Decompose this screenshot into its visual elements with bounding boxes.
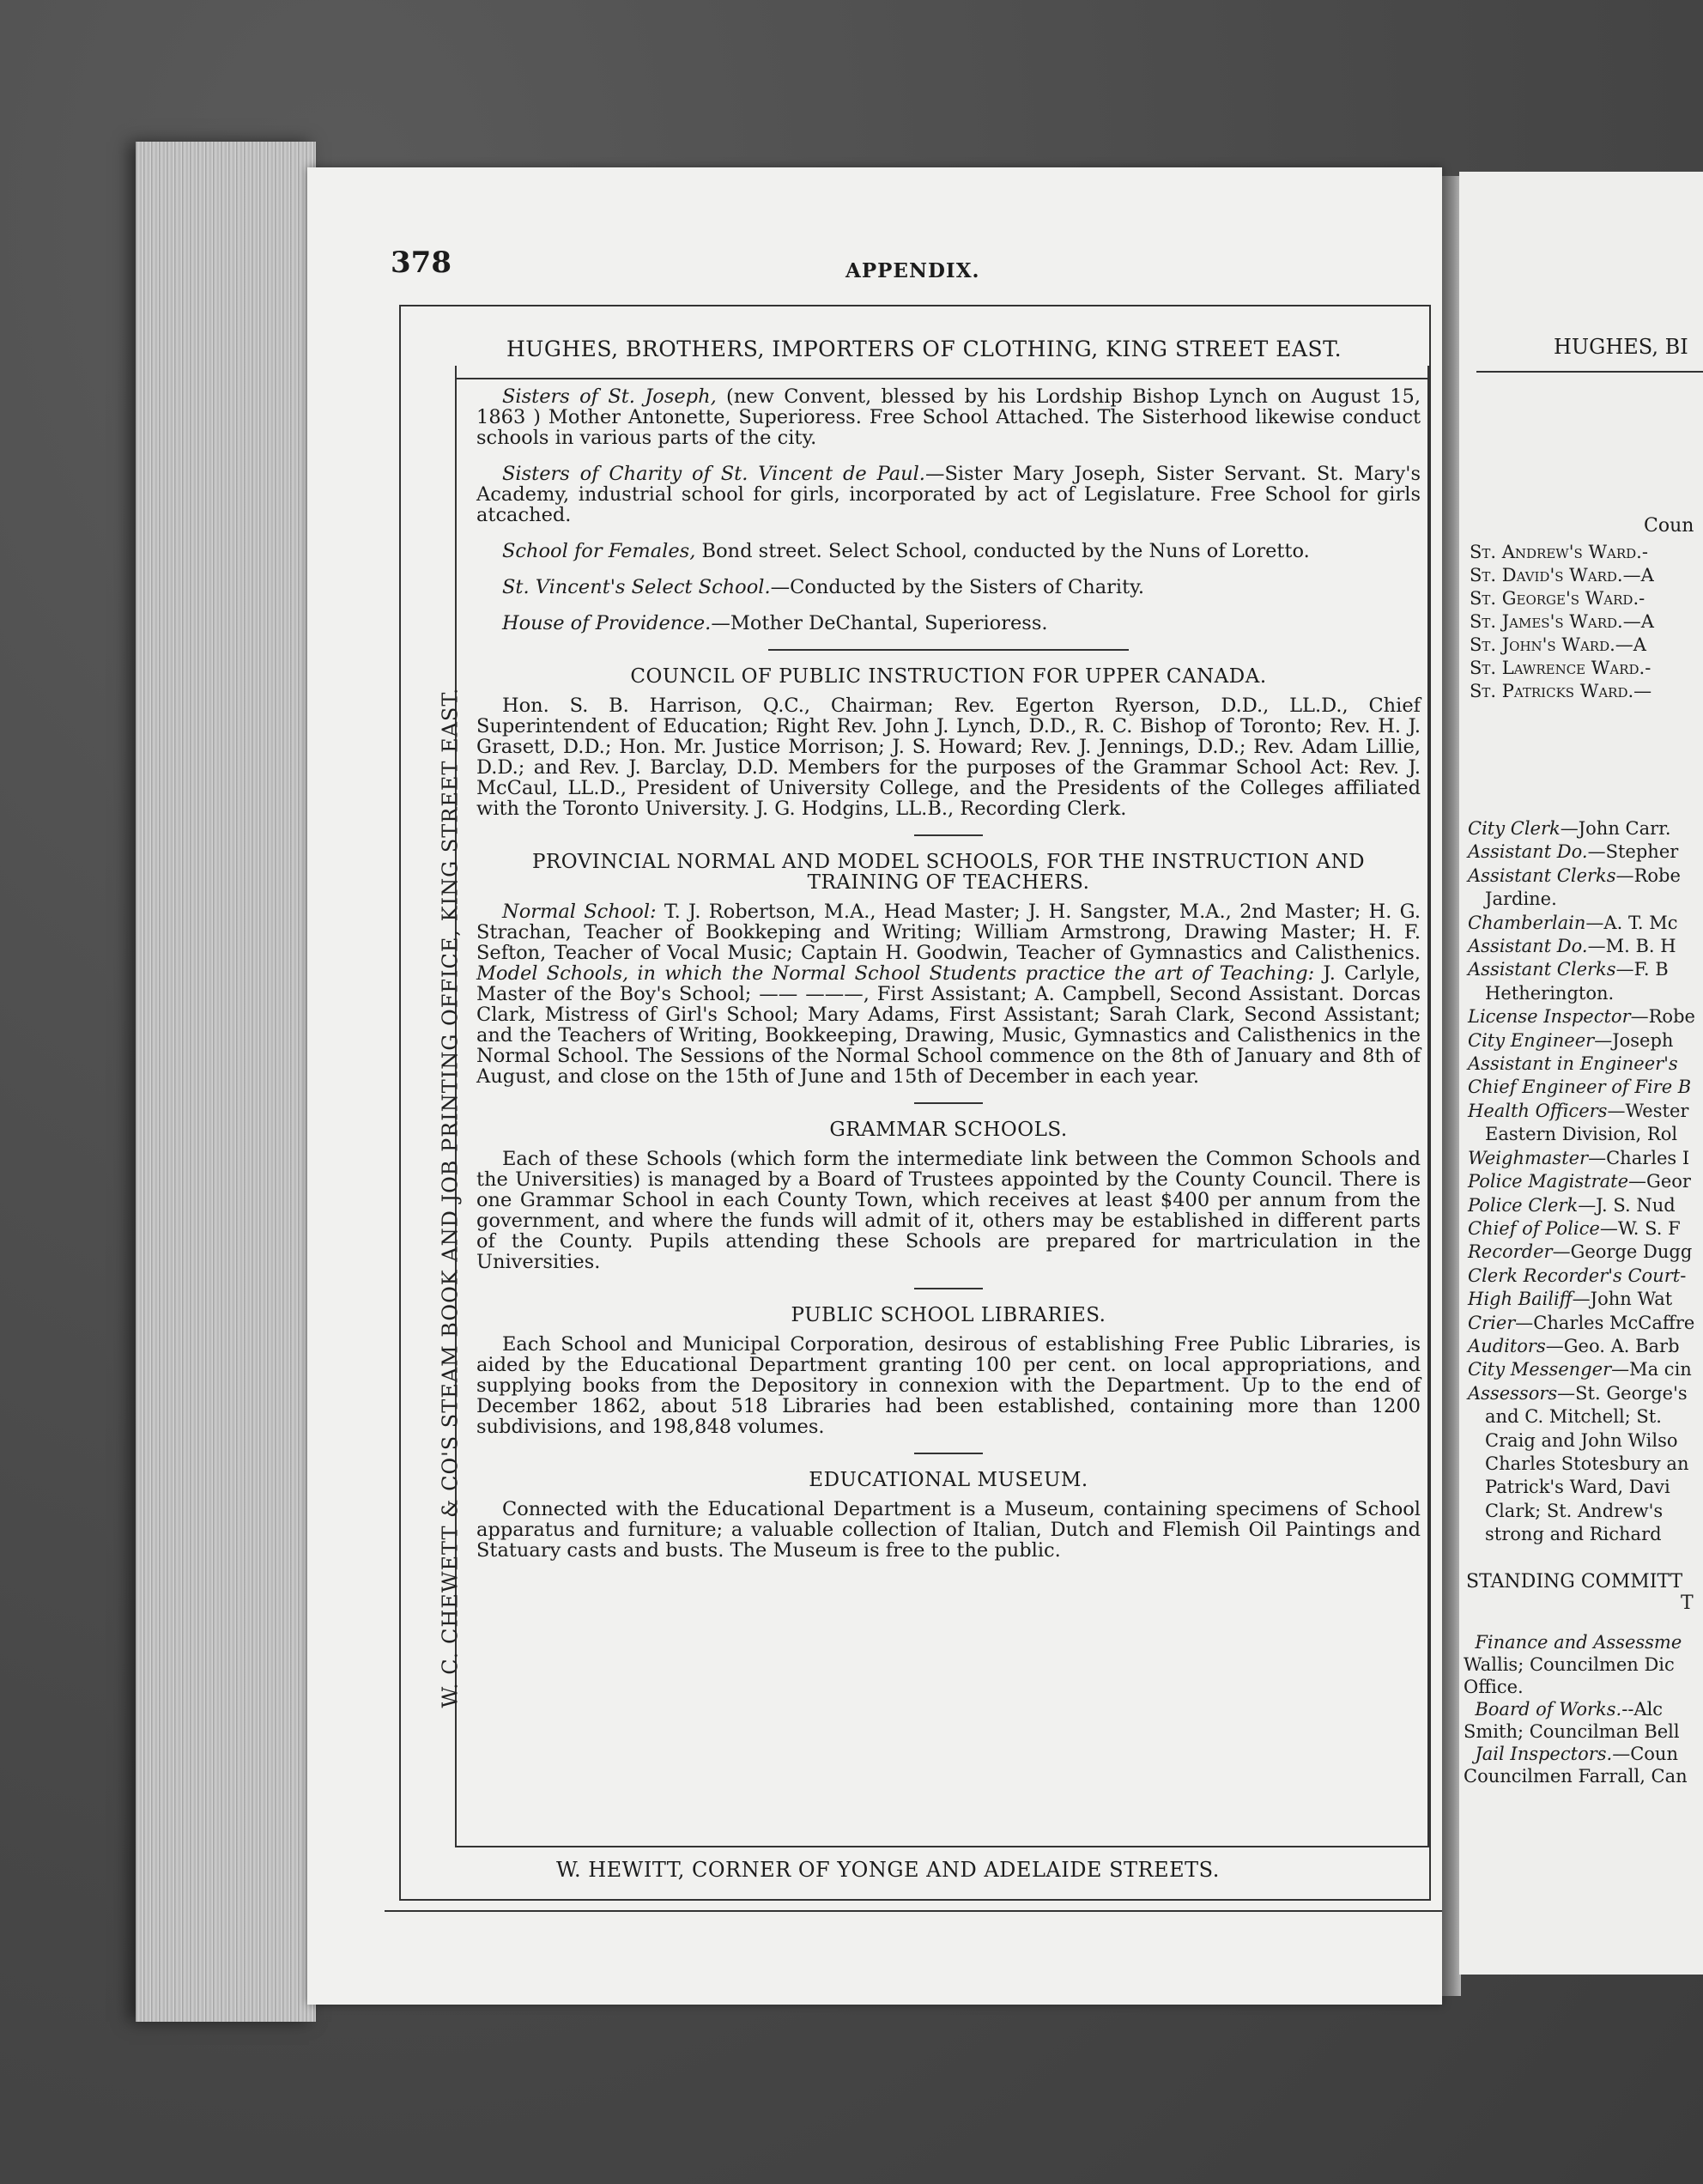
- officer-line: Assistant Clerks—F. B: [1468, 959, 1669, 980]
- ward-item: St. George's Ward.-: [1470, 588, 1645, 609]
- normal-schools-heading: PROVINCIAL NORMAL AND MODEL SCHOOLS, FOR THE INSTRUCTION AND TRAINING OF TEACHERS.: [531, 851, 1366, 894]
- museum-text: Connected with the Educational Department is a Museum, containing specimens of School apparatus and furniture; a valuable collection of Italian, Dutch and Flemish Oil Paintings and Statuary casts and busts. The Museum is free to the public.: [476, 1498, 1421, 1562]
- officer-line: Clerk Recorder's Court-: [1468, 1265, 1687, 1286]
- ward-item: St. Andrew's Ward.-: [1470, 542, 1648, 562]
- ward-item: St. David's Ward.—A: [1470, 565, 1654, 585]
- officer-line: City Clerk—John Carr.: [1468, 818, 1671, 839]
- page-number: 378: [391, 246, 452, 280]
- officer-line: Health Officers—Wester: [1468, 1100, 1689, 1121]
- side-advertisement: [433, 549, 467, 1846]
- officer-line: Auditors—Geo. A. Barb: [1468, 1335, 1680, 1356]
- museum-heading: EDUCATIONAL MUSEUM.: [809, 1469, 1088, 1491]
- officer-line: City Engineer—Joseph: [1468, 1029, 1674, 1051]
- bottom-advertisement: W. HEWITT, CORNER OF YONGE AND ADELAIDE STREETS.: [556, 1858, 1220, 1882]
- officer-line: Craig and John Wilso: [1468, 1429, 1678, 1451]
- officer-line: Crier—Charles McCaffre: [1468, 1312, 1695, 1333]
- officer-line: Clark; St. Andrew's: [1468, 1500, 1664, 1521]
- grammar-schools-heading: GRAMMAR SCHOOLS.: [829, 1119, 1068, 1141]
- libraries-heading: PUBLIC SCHOOL LIBRARIES.: [791, 1304, 1106, 1326]
- ward-item: St. James's Ward.—A: [1470, 611, 1654, 632]
- section-divider: [914, 1102, 983, 1104]
- side-advertisement-text: W. C. CHEWETT & CO'S STEAM BOOK AND JOB PRINTING OFFICE, KING STREET EAST.: [438, 687, 463, 1708]
- officer-line: Smith; Councilman Bell: [1464, 1721, 1680, 1742]
- officer-line: Assistant in Engineer's: [1468, 1053, 1678, 1075]
- section-divider: [914, 1453, 983, 1454]
- officer-line: Jail Inspectors.—Coun: [1464, 1744, 1678, 1764]
- officer-line: Finance and Assessme: [1464, 1632, 1682, 1653]
- officer-line: Assistant Do.—Stepher: [1468, 841, 1679, 863]
- ward-item: St. Lawrence Ward.-: [1470, 658, 1651, 678]
- officer-line: High Bailiff—John Wat: [1468, 1289, 1673, 1310]
- officer-line: Office.: [1464, 1677, 1524, 1697]
- officer-line: Hetherington.: [1468, 982, 1615, 1004]
- entry-sisters-of-charity: Sisters of Charity of St. Vincent de Paul.—Sister Mary Joseph, Sister Servant. St. Mary's Academy, industrial school for girls, incorporated by act of Legislature. Free School for girls atcached.: [476, 463, 1421, 526]
- officer-line: Assistant Clerks—Robe: [1468, 864, 1681, 886]
- right-page-heading: Coun: [1644, 515, 1694, 537]
- ward-list: [1470, 541, 1654, 703]
- right-page-advertisement: HUGHES, BI: [1554, 335, 1688, 359]
- section-divider: [768, 649, 1129, 651]
- officer-list: [1468, 817, 1695, 1547]
- council-text: Hon. S. B. Harrison, Q.C., Chairman; Rev. Egerton Ryerson, D.D., LL.D., Chief Superintendent of Education; Right Rev. John J. Lynch, D.D., R. C. Bishop of Toronto; Rev. H. J. Grasett, D.D.; Hon. Mr. Justice Morrison; J. S. Howard; Rev. J. Jennings, D.D.; Rev. Adam Lillie, D.D.; and Rev. J. Barclay, D.D. Members for the purposes of the Grammar School Act: Rev. J. McCaul, LL.D., President of University College, and the Presidents of the Colleges affiliated with the Toronto University. J. G. Hodgins, LL.B., Recording Clerk.: [476, 695, 1421, 820]
- officer-line: Recorder—George Dugg: [1468, 1241, 1693, 1263]
- section-divider: [914, 834, 983, 836]
- libraries-text: Each School and Municipal Corporation, desirous of establishing Free Public Libraries, is aided by the Educational Department granting 100 per cent. on local appropriations, and supplying books from the Depository in connexion with the Department. Up to the end of December 1862, about 518 Libraries had been established, containing more than 1200 subdivisions, and 198,848 volumes.: [476, 1333, 1421, 1438]
- officer-line: Councilmen Farrall, Can: [1464, 1766, 1688, 1787]
- officer-line: Chief of Police—W. S. F: [1468, 1217, 1681, 1239]
- officer-line: Patrick's Ward, Davi: [1468, 1477, 1670, 1498]
- main-content: [476, 386, 1421, 1568]
- officer-line: License Inspector—Robe: [1468, 1006, 1695, 1028]
- entry-school-for-females: School for Females, Bond street. Select School, conducted by the Nuns of Loretto.: [502, 540, 1310, 562]
- officer-line: Chief Engineer of Fire B: [1468, 1077, 1692, 1098]
- officer-line: Charles Stotesbury an: [1468, 1453, 1689, 1474]
- running-head: APPENDIX.: [845, 259, 980, 282]
- officer-line: Weighmaster—Charles I: [1468, 1147, 1690, 1168]
- ward-item: St. Patricks Ward.—: [1470, 681, 1652, 701]
- officer-line: and C. Mitchell; St.: [1468, 1406, 1662, 1428]
- officer-line: Jardine.: [1468, 889, 1557, 910]
- officer-line: Police Magistrate—Geor: [1468, 1171, 1691, 1192]
- officer-line: Eastern Division, Rol: [1468, 1124, 1678, 1145]
- bottom-rule: [385, 1910, 1442, 1912]
- book-page-edges: [136, 142, 316, 2022]
- council-heading: COUNCIL OF PUBLIC INSTRUCTION FOR UPPER CANADA.: [630, 665, 1267, 688]
- book-gutter: [1442, 176, 1461, 1996]
- entry-house-of-providence: House of Providence.—Mother DeChantal, Superioress.: [502, 612, 1048, 634]
- officer-line: City Messenger—Ma cin: [1468, 1359, 1692, 1380]
- committee-list: [1464, 1631, 1688, 1787]
- normal-schools-text: Normal School: T. J. Robertson, M.A., Head Master; J. H. Sangster, M.A., 2nd Master; H. G. Strachan, Teacher of Bookkeping and Writing; William Armstrong, Drawing Master; H. F. Sefton, Teacher of Vocal Music; Captain H. Goodwin, Teacher of Gymnastics and Calisthenics. Model Schools, in which the Normal School Students practice the art of Teaching: J. Carlyle, Master of the Boy's School; —— ———, First Assistant; A. Campbell, Second Assistant. Dorcas Clark, Mistress of Girl's School; Mary Adams, First Assistant; Sarah Clark, Second Assistant; and the Teachers of Writing, Bookkeeping, Drawing, Music, Gymnastics and Calisthenics in the Normal School. The Sessions of the Normal School commence on the 8th of January and 8th of August, and close on the 15th of June and 15th of December in each year.: [476, 901, 1421, 1088]
- officer-line: Chamberlain—A. T. Mc: [1468, 912, 1678, 933]
- entry-sisters-st-joseph: Sisters of St. Joseph, (new Convent, blessed by his Lordship Bishop Lynch on August 15, 1863 ) Mother Antonette, Superioress. Free School Attached. The Sisterhood likewise conduct schools in various parts of the city.: [476, 385, 1421, 449]
- officer-line: Assistant Do.—M. B. H: [1468, 936, 1676, 957]
- top-advertisement: HUGHES, BROTHERS, IMPORTERS OF CLOTHING, KING STREET EAST.: [506, 337, 1342, 361]
- officer-line: Wallis; Councilmen Dic: [1464, 1654, 1675, 1675]
- grammar-schools-text: Each of these Schools (which form the intermediate link between the Common Schools and the Universities) is managed by a Board of Trustees appointed by the County Council. There is one Grammar School in each County Town, which receives at least $400 per annum from the government, and where the funds will admit of it, others may be established in different parts of the County. Pupils attending these Schools are prepared for martriculation in the Universities.: [476, 1148, 1421, 1273]
- officer-line: strong and Richard: [1468, 1524, 1662, 1545]
- officer-line: Assessors—St. George's: [1468, 1382, 1688, 1404]
- officer-line: Police Clerk—J. S. Nud: [1468, 1194, 1676, 1216]
- entry-st-vincents-select-school: St. Vincent's Select School.—Conducted by the Sisters of Charity.: [502, 576, 1145, 598]
- officer-line: Board of Works.--Alc: [1464, 1699, 1664, 1720]
- ward-item: St. John's Ward.—A: [1470, 634, 1646, 655]
- section-divider: [914, 1288, 983, 1289]
- standing-committees-heading: STANDING COMMITT T: [1466, 1571, 1694, 1614]
- right-page-rule: [1476, 371, 1703, 373]
- right-page: [1459, 172, 1703, 1975]
